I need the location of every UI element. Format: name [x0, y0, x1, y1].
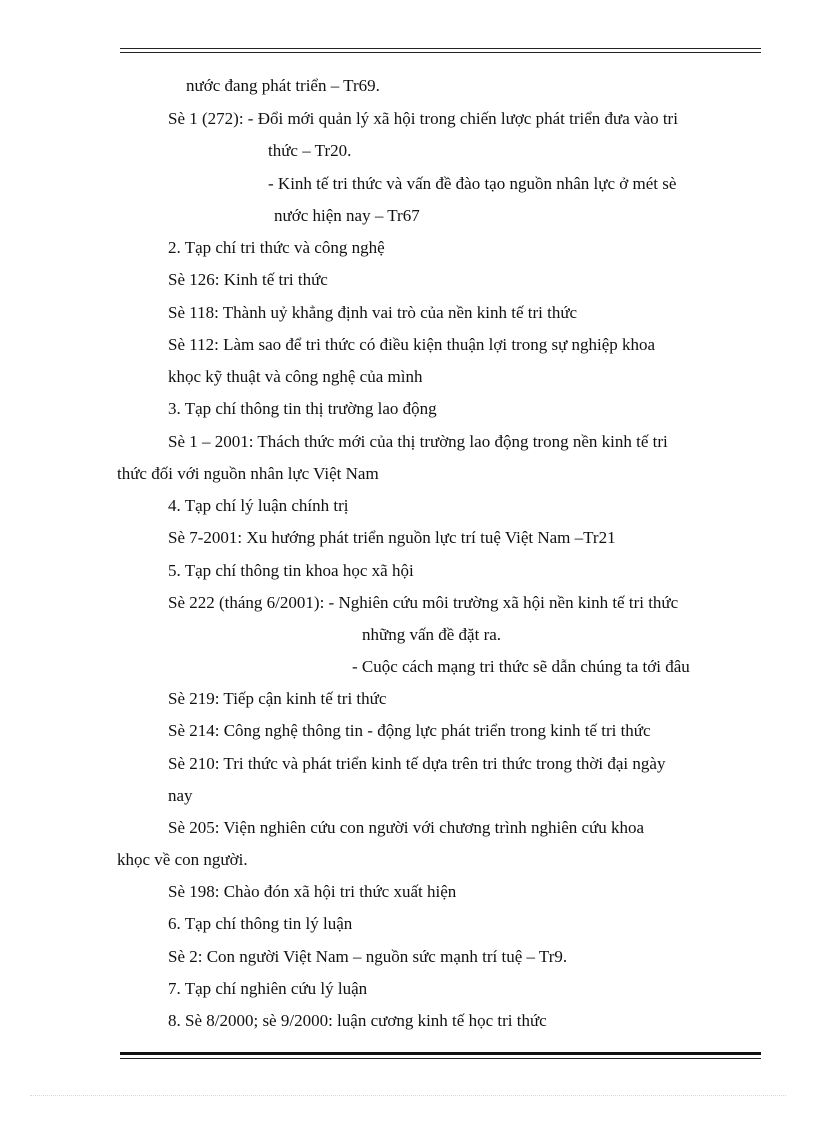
text-line: Sè 1 – 2001: Thách thức mới của thị trường lao động trong nền kinh tế tri	[168, 432, 668, 451]
section-heading: 6. Tạp chí thông tin lý luận	[168, 914, 353, 933]
text-line: Sè 214: Công nghệ thông tin - động lực phát triển trong kinh tế tri thức	[168, 721, 651, 740]
section-heading: 3. Tạp chí thông tin thị trường lao động	[168, 399, 437, 418]
section-heading: 8. Sè 8/2000; sè 9/2000: luận cương kinh tế học tri thức	[168, 1011, 547, 1030]
text-line: Sè 219: Tiếp cận kinh tế tri thức	[168, 689, 387, 708]
section-heading: 4. Tạp chí lý luận chính trị	[168, 496, 349, 515]
text-line: Sè 2: Con người Việt Nam – nguồn sức mạnh trí tuệ – Tr9.	[168, 947, 568, 966]
section-heading: 7. Tạp chí nghiên cứu lý luận	[168, 979, 368, 998]
text-line: thức đối với nguồn nhân lực Việt Nam	[117, 464, 379, 483]
text-line: Sè 1 (272): - Đổi mới quản lý xã hội trong chiến lược phát triển đưa vào tri	[168, 109, 678, 128]
text-line: - Kinh tế tri thức và vấn đề đào tạo nguồn nhân lực ở mét sè	[268, 174, 677, 193]
text-line: Sè 126: Kinh tế tri thức	[168, 270, 328, 289]
text-line: nước hiện nay – Tr67	[274, 206, 420, 225]
text-line: Sè 198: Chào đón xã hội tri thức xuất hiện	[168, 882, 457, 901]
text-line: Sè 210: Tri thức và phát triển kinh tế dựa trên tri thức trong thời đại ngày	[168, 754, 666, 773]
text-line: Sè 112: Làm sao để tri thức có điều kiện thuận lợi trong sự nghiệp khoa	[168, 335, 656, 354]
section-heading: 5. Tạp chí thông tin khoa học xã hội	[168, 561, 414, 580]
text-line: Sè 7-2001: Xu hướng phát triển nguồn lực trí tuệ Việt Nam –Tr21	[168, 528, 616, 547]
text-line: khọc về con người.	[117, 850, 248, 869]
text-line: Sè 118: Thành uỷ khẳng định vai trò của nền kinh tế tri thức	[168, 303, 578, 322]
header-rule-bottom	[120, 52, 761, 53]
text-line: khọc kỹ thuật và công nghệ của mình	[168, 367, 423, 386]
footer-rule-thick	[120, 1052, 761, 1055]
text-line: những vấn đề đặt ra.	[362, 625, 502, 644]
text-line: thức – Tr20.	[268, 141, 352, 160]
section-heading: 2. Tạp chí tri thức và công nghệ	[168, 238, 385, 257]
footer-rule-thin	[120, 1058, 761, 1059]
text-line: - Cuộc cách mạng tri thức sẽ dẫn chúng ta tới đâu	[352, 657, 690, 676]
text-line: nước đang phát triển – Tr69.	[186, 76, 380, 95]
page-edge-dotted-line	[30, 1095, 786, 1096]
text-line: Sè 222 (tháng 6/2001): - Nghiên cứu môi trường xã hội nền kinh tế tri thức	[168, 593, 679, 612]
text-line: Sè 205: Viện nghiên cứu con người với chương trình nghiên cứu khoa	[168, 818, 645, 837]
header-rule-top	[120, 48, 761, 49]
text-line: nay	[168, 786, 193, 805]
